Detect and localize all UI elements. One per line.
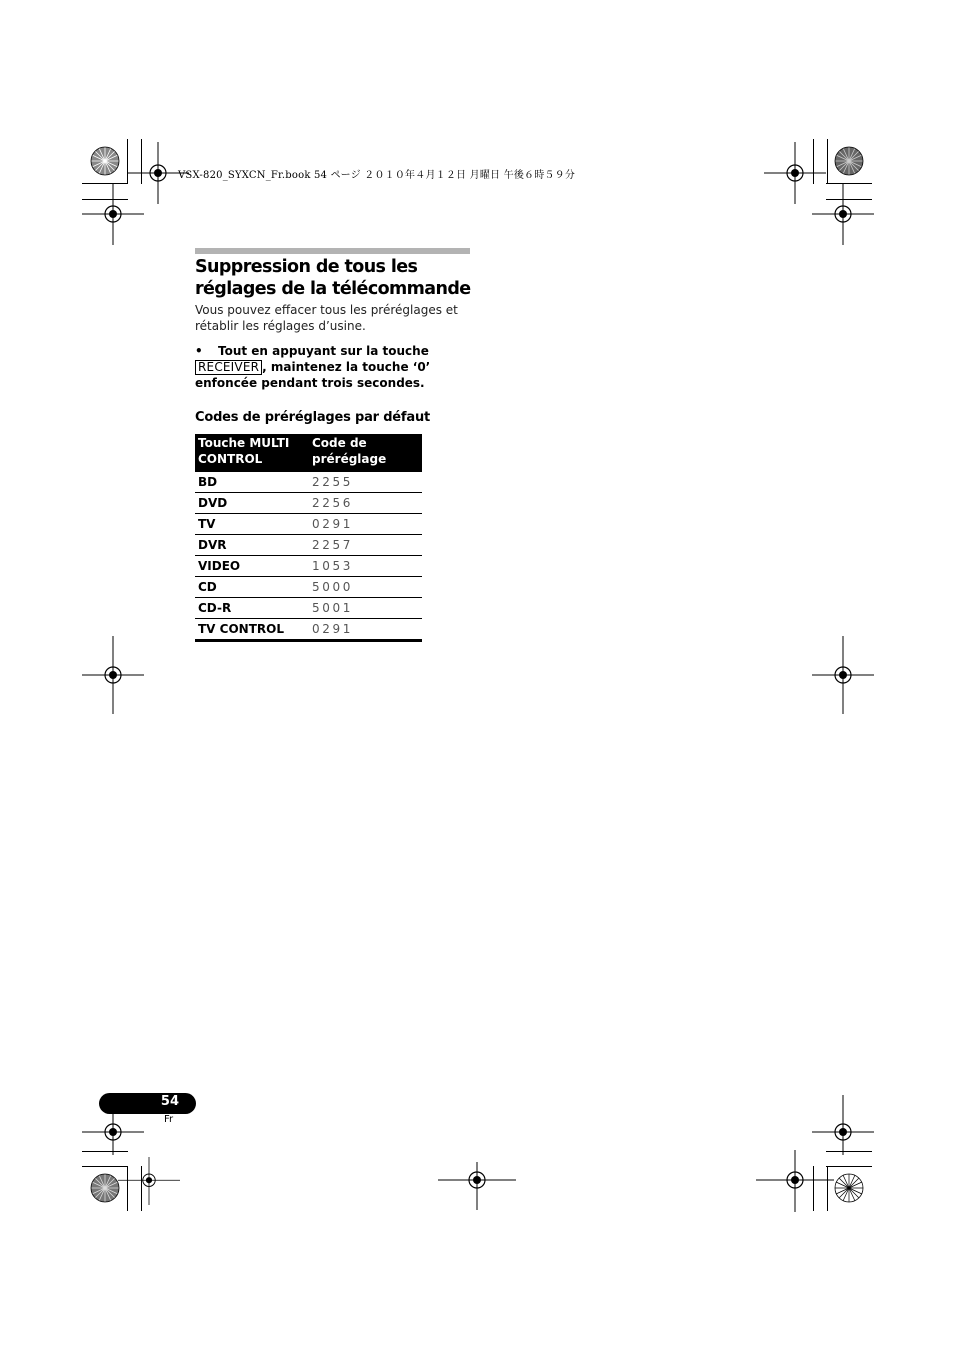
table-row: [195, 598, 422, 619]
section-title: Suppression de tous les réglages de la télécommande: [195, 257, 471, 299]
bullet: •: [195, 344, 203, 358]
registration-mark-icon: [756, 1150, 834, 1212]
codes-table-heading: Codes de préréglages par défaut: [195, 410, 431, 425]
table-row: [195, 514, 422, 535]
row-key: BD: [195, 472, 309, 493]
row-key: TV CONTROL: [195, 619, 309, 641]
table-row: [195, 619, 422, 641]
row-code: 0291: [309, 514, 422, 535]
row-code: 2255: [309, 472, 422, 493]
row-code: 0291: [309, 619, 422, 641]
column-header-key: Touche MULTI CONTROL: [195, 434, 309, 472]
table-row: [195, 577, 422, 598]
row-key: VIDEO: [195, 556, 309, 577]
rosette-icon: [87, 1170, 123, 1206]
page-number-tab: [99, 1093, 196, 1114]
registration-mark-icon: [82, 183, 144, 245]
row-code: 5001: [309, 598, 422, 619]
language-code: Fr: [164, 1114, 174, 1125]
row-code: 2256: [309, 493, 422, 514]
table-row: [195, 493, 422, 514]
table-row: [195, 556, 422, 577]
registration-mark-icon: [812, 1095, 874, 1155]
table-row: [195, 472, 422, 493]
preset-codes-table: [195, 434, 422, 642]
row-code: 2257: [309, 535, 422, 556]
row-key: CD-R: [195, 598, 309, 619]
rosette-icon: [831, 143, 867, 179]
intro-text: Vous pouvez effacer tous les préréglages et rétablir les réglages d’usine.: [195, 303, 458, 333]
row-key: TV: [195, 514, 309, 535]
registration-mark-icon: [812, 183, 874, 245]
registration-mark-icon: [82, 636, 144, 714]
rosette-icon: [831, 1170, 867, 1206]
print-header-line: VSX-820_SYXCN_Fr.book 54 ページ ２０１０年４月１２日 月曜日 午後６時５９分: [178, 170, 576, 181]
rosette-icon: [87, 143, 123, 179]
row-key: DVD: [195, 493, 309, 514]
receiver-key-label: RECEIVER: [195, 360, 262, 375]
instruction-step: [195, 343, 475, 391]
page-number: 54: [160, 1094, 179, 1109]
registration-mark-icon: [118, 1150, 180, 1212]
row-code: 5000: [309, 577, 422, 598]
row-key: CD: [195, 577, 309, 598]
section-title-bar: [195, 248, 470, 254]
instruction-text-part2: , maintenez la touche ‘0’ enfoncée pendant trois secondes.: [195, 360, 431, 390]
table-row: [195, 535, 422, 556]
table-header-row: [195, 434, 422, 472]
crop-mark: [827, 139, 828, 184]
column-header-code: Code de préréglage: [309, 434, 422, 472]
registration-mark-icon: [438, 1150, 516, 1212]
row-code: 1053: [309, 556, 422, 577]
row-key: DVR: [195, 535, 309, 556]
instruction-text-part1: Tout en appuyant sur la touche: [218, 344, 429, 358]
registration-mark-icon: [812, 636, 874, 714]
